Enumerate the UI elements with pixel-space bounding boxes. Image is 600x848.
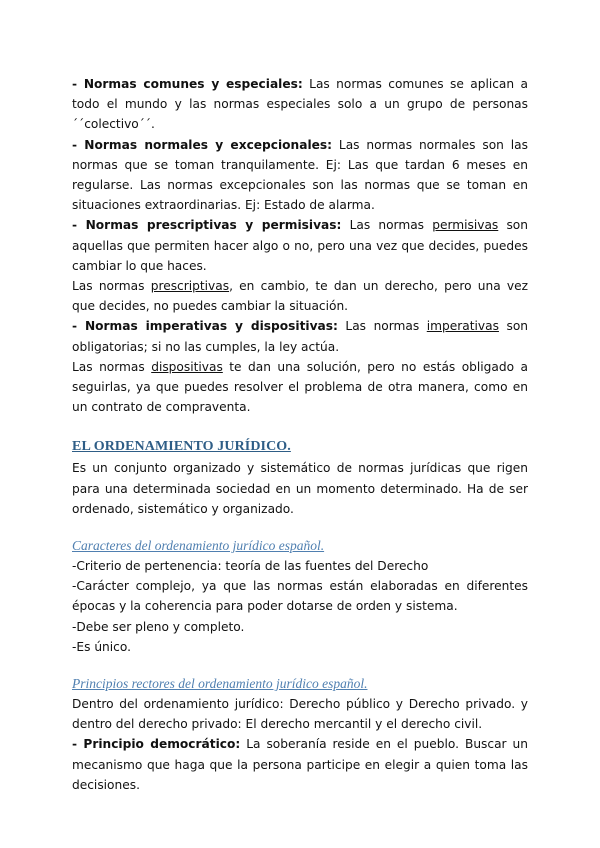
list-item-caracter: -Debe ser pleno y completo. bbox=[72, 619, 245, 634]
paragraph-normas-prescriptivas: - Normas prescriptivas y permisivas: Las normas permisivas son aquellas que permiten hacer algo o no, pero una vez que decides, puedes cambiar lo que haces. bbox=[72, 218, 528, 273]
heading-caracteres: Caracteres del ordenamiento jurídico español. bbox=[72, 538, 325, 554]
term-normas-prescriptivas: - Normas prescriptivas y permisivas: bbox=[72, 218, 342, 233]
paragraph-principios-intro: Dentro del ordenamiento jurídico: Derecho público y Derecho privado. y dentro del derecho privado: El derecho mercantil y el derecho civil. bbox=[72, 697, 528, 732]
paragraph-normas-normales: - Normas normales y excepcionales: Las normas normales son las normas que se toman tranquilamente. Ej: Las que tardan 6 meses en regularse. Las normas excepcionales son las normas que se toman en situaciones extraordinarias. Ej: Estado de alarma. bbox=[72, 137, 528, 213]
paragraph-normas-comunes: - Normas comunes y especiales: Las normas comunes se aplican a todo el mundo y las normas especiales solo a un grupo de personas ´´colectivo´´. bbox=[72, 77, 528, 132]
heading-principios-rectores: Principios rectores del ordenamiento jurídico español. bbox=[72, 676, 368, 692]
paragraph-prescriptivas-detail: Las normas prescriptivas, en cambio, te dan un derecho, pero una vez que decides, no puedes cambiar la situación. bbox=[72, 279, 528, 314]
underlined-permisivas: permisivas bbox=[432, 218, 499, 233]
list-item-caracter: -Es único. bbox=[72, 639, 131, 654]
paragraph-principio-democratico: - Principio democrático: La soberanía reside en el pueblo. Buscar un mecanismo que haga que la persona participe en elegir a quien toma las decisiones. bbox=[72, 737, 528, 792]
paragraph-dispositivas-detail: Las normas dispositivas te dan una solución, pero no estás obligado a seguirlas, ya que puedes resolver el problema de otra manera, como en un contrato de compraventa. bbox=[72, 359, 529, 415]
heading-ordenamiento-juridico: EL ORDENAMIENTO JURÍDICO. bbox=[72, 439, 291, 455]
term-normas-comunes: - Normas comunes y especiales: bbox=[72, 77, 303, 91]
term-normas-normales: - Normas normales y excepcionales: bbox=[72, 137, 333, 152]
list-item-caracter: -Criterio de pertenencia: teoría de las fuentes del Derecho bbox=[72, 559, 429, 574]
term-principio-democratico: - Principio democrático: bbox=[72, 737, 241, 752]
term-normas-imperativas: - Normas imperativas y dispositivas: bbox=[72, 319, 338, 334]
paragraph-ordenamiento-definition: Es un conjunto organizado y sistemático de normas jurídicas que rigen para una determinada sociedad en un momento determinado. Ha de ser ordenado, sistemático y organizado. bbox=[72, 461, 528, 516]
underlined-imperativas: imperativas bbox=[426, 319, 499, 334]
paragraph-normas-imperativas: - Normas imperativas y dispositivas: Las normas imperativas son obligatorias; si no las cumples, la ley actúa. bbox=[72, 319, 529, 354]
underlined-prescriptivas: prescriptivas bbox=[150, 279, 230, 294]
underlined-dispositivas: dispositivas bbox=[151, 359, 223, 374]
list-item-caracter: -Carácter complejo, ya que las normas están elaboradas en diferentes épocas y la coherencia para poder dotarse de orden y sistema. bbox=[72, 579, 528, 614]
